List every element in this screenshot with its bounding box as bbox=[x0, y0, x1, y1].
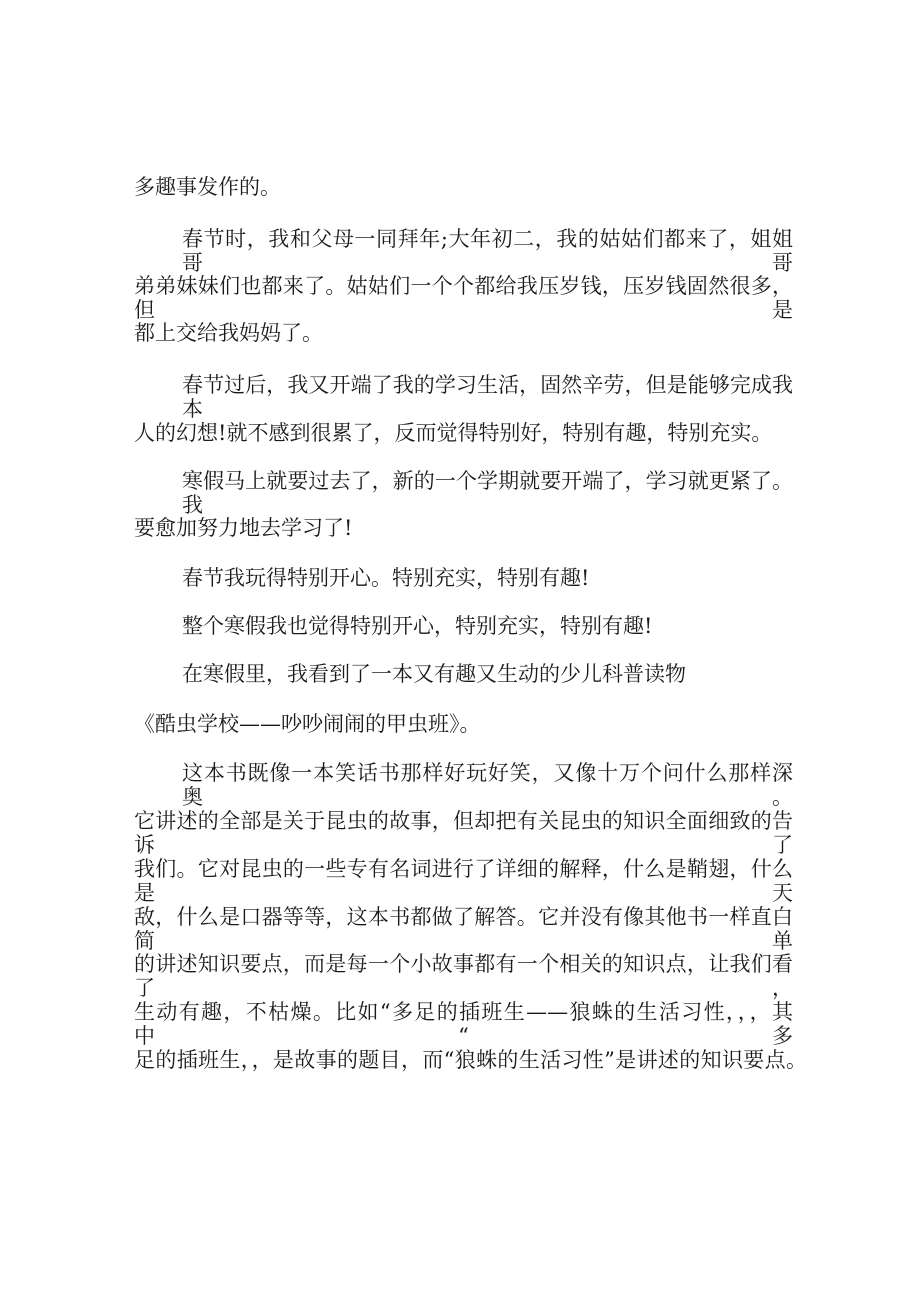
text-line: 足的插班生，，是故事的题目，而“狼蛛的生活习性”是讲述的知识要点。 bbox=[134, 1048, 807, 1072]
text-line: 弟弟妹妹们也都来了。姑姑们一个个都给我压岁钱，压岁钱固然很多，但是 bbox=[134, 274, 793, 322]
text-line: 春节过后，我又开端了我的学习生活，固然辛劳，但是能够完成我本 bbox=[182, 373, 793, 421]
text-line: 《酷虫学校——吵吵闹闹的甲虫班》。 bbox=[134, 712, 481, 736]
text-line: 多趣事发作的。 bbox=[134, 175, 281, 199]
text-line: 的讲述知识要点，而是每一个小故事都有一个相关的知识点，让我们看了， bbox=[134, 952, 793, 1000]
text-line: 这本书既像一本笑话书那样好玩好笑，又像十万个问什么那样深奥。 bbox=[182, 761, 793, 809]
text-line: 在寒假里，我看到了一本又有趣又生动的少儿科普读物 bbox=[182, 662, 686, 686]
text-line: 春节时，我和父母一同拜年;大年初二，我的姑姑们都来了，姐姐哥哥 bbox=[182, 227, 793, 275]
text-line: 要愈加努力地去学习了! bbox=[134, 516, 353, 540]
text-line: 生动有趣，不枯燥。比如“多足的插班生——狼蛛的生活习性，，，其中“多 bbox=[134, 1000, 793, 1048]
text-line: 敌，什么是口器等等，这本书都做了解答。它并没有像其他书一样直白简单 bbox=[134, 905, 793, 953]
text-line: 整个寒假我也觉得特别开心，特别充实，特别有趣! bbox=[182, 614, 653, 638]
text-line: 我们。它对昆虫的一些专有名词进行了详细的解释，什么是鞘翅，什么是天 bbox=[134, 857, 793, 905]
text-line: 它讲述的全部是关于昆虫的故事，但却把有关昆虫的知识全面细致的告诉了 bbox=[134, 809, 793, 857]
text-line: 都上交给我妈妈了。 bbox=[134, 321, 323, 345]
text-line: 春节我玩得特别开心。特别充实，特别有趣! bbox=[182, 566, 590, 590]
text-line: 寒假马上就要过去了，新的一个学期就要开端了，学习就更紧了。我 bbox=[182, 469, 793, 517]
text-line: 人的幻想!就不感到很累了，反而觉得特别好，特别有趣，特别充实。 bbox=[134, 421, 773, 445]
